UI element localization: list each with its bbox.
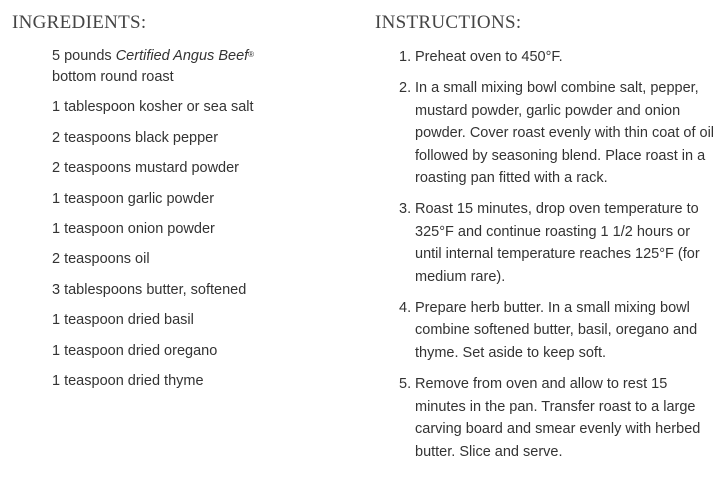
step-text: Preheat oven to 450°F. bbox=[415, 49, 563, 65]
ingredient-item: 3 tablespoons butter, softened bbox=[52, 281, 247, 298]
ingredient-item: 1 teaspoon dried basil bbox=[52, 312, 194, 329]
ingredient-name: bottom round roast bbox=[52, 69, 174, 85]
instruction-step bbox=[399, 46, 720, 68]
ingredient-item: 1 teaspoon garlic powder bbox=[52, 190, 215, 207]
ingredient-item: 2 teaspoons black pepper bbox=[52, 129, 219, 146]
instruction-step bbox=[399, 77, 720, 189]
ingredients-heading: INGREDIENTS: bbox=[12, 12, 147, 33]
ingredient-item: 2 teaspoons mustard powder bbox=[52, 160, 239, 177]
step-number: 1. bbox=[399, 49, 412, 65]
ingredient-quantity: 5 pounds bbox=[52, 48, 116, 64]
instruction-step bbox=[399, 297, 720, 364]
step-text: Remove from oven and allow to rest 15 minutes in the pan. Transfer roast to a large carving board and smear evenly with herbed butter. Slice and serve. bbox=[415, 376, 701, 460]
step-text: Prepare herb butter. In a small mixing bowl combine softened butter, basil, oregano and thyme. Set aside to keep soft. bbox=[415, 300, 698, 361]
ingredients-list bbox=[12, 46, 342, 392]
instructions-heading: INSTRUCTIONS: bbox=[375, 12, 522, 33]
ingredient-item bbox=[52, 46, 342, 88]
instruction-step bbox=[399, 373, 720, 463]
step-text: Roast 15 minutes, drop oven temperature to 325°F and continue roasting 1 1/2 hours or until internal temperature reaches 125°F (for medium rare). bbox=[415, 201, 700, 285]
instruction-step bbox=[399, 198, 720, 288]
ingredient-brand: Certified Angus Beef bbox=[115, 48, 249, 64]
ingredient-item: 1 teaspoon dried oregano bbox=[52, 342, 218, 359]
instructions-list bbox=[375, 46, 720, 463]
registered-mark: ® bbox=[248, 50, 255, 59]
step-number: 3. bbox=[399, 201, 412, 218]
ingredient-item: 1 teaspoon onion powder bbox=[52, 220, 215, 237]
step-text: In a small mixing bowl combine salt, pepper, mustard powder, garlic powder and onion powder. Cover roast evenly with thin coat of oil followed by seasoning blend. Place roast in a roasting pan fitted with a rack. bbox=[415, 80, 715, 187]
step-number: 5. bbox=[399, 376, 412, 393]
ingredient-item: 1 tablespoon kosher or sea salt bbox=[52, 99, 254, 116]
instructions-section bbox=[375, 12, 720, 472]
ingredient-item: 2 teaspoons oil bbox=[52, 251, 150, 268]
ingredients-section bbox=[12, 12, 342, 401]
step-number: 2. bbox=[399, 80, 412, 97]
ingredient-item: 1 teaspoon dried thyme bbox=[52, 372, 204, 389]
step-number: 4. bbox=[399, 300, 412, 317]
